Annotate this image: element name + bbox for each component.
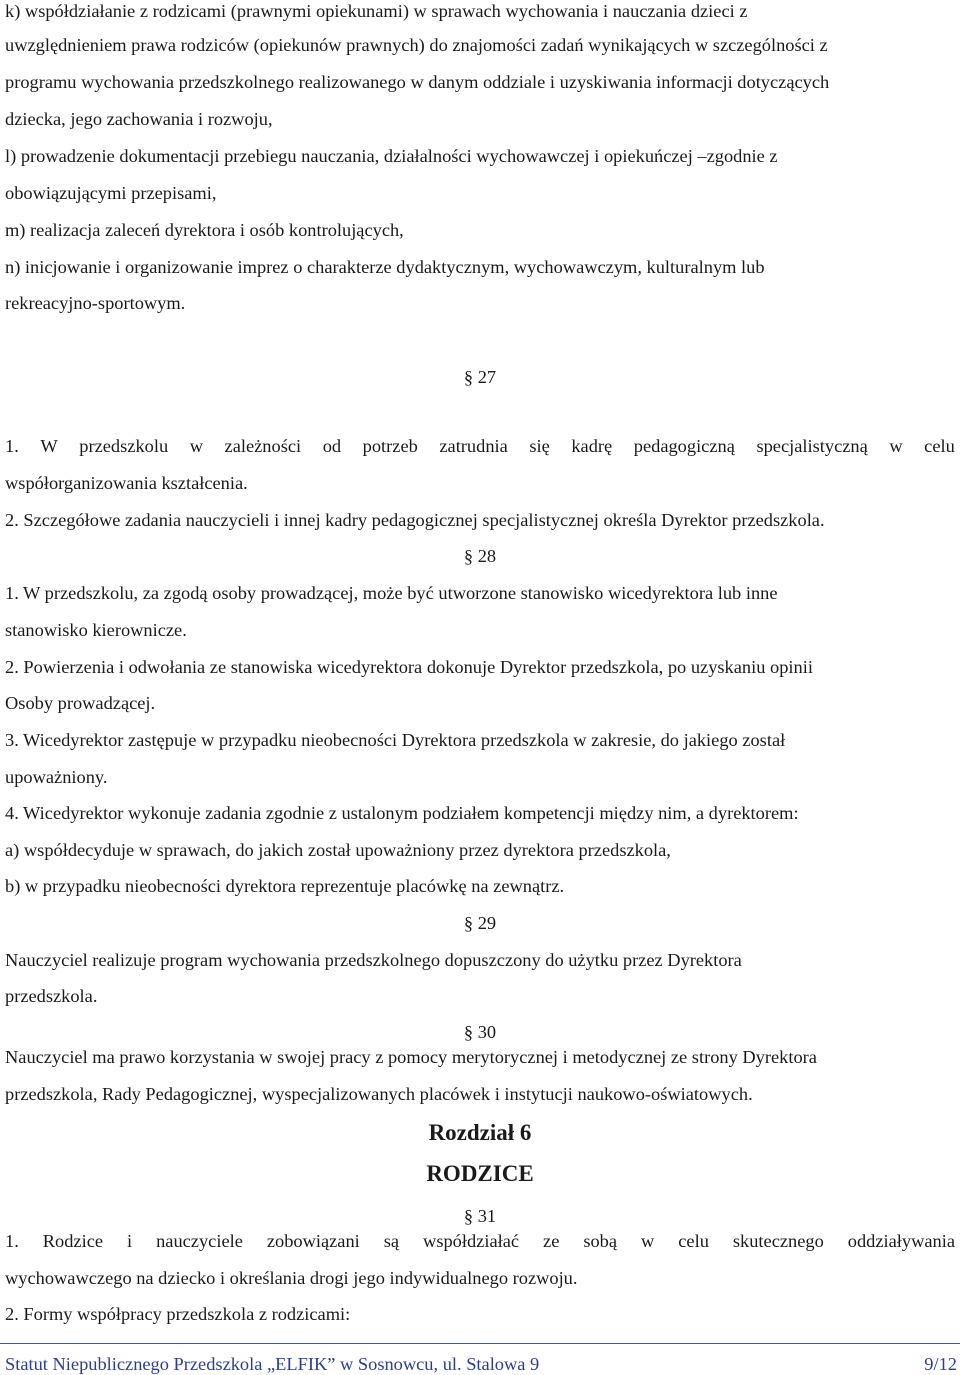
- paragraph-29-continued: przedszkola.: [5, 986, 98, 1006]
- paragraph-28-4-a: a) współdecyduje w sprawach, do jakich został upoważniony przez dyrektora przedszkola,: [5, 840, 671, 860]
- section-heading-29: § 29: [463, 913, 497, 933]
- chapter-heading: Rozdział 6: [428, 1120, 532, 1145]
- section-heading-27: § 27: [463, 367, 497, 387]
- list-item-n: n) inicjowanie i organizowanie imprez o charakterze dydaktycznym, wychowawczym, kulturalnym lub: [5, 257, 765, 277]
- list-item-k-continued: programu wychowania przedszkolnego realizowanego w danym oddziale i uzyskiwania informacji dotyczących: [5, 72, 830, 92]
- paragraph-27-1: 1. W przedszkolu w zależności od potrzeb zatrudnia się kadrę pedagogiczną specjalistyczną w celu: [5, 436, 955, 456]
- paragraph-28-4: 4. Wicedyrektor wykonuje zadania zgodnie z ustalonym podziałem kompetencji między nim, a dyrektorem:: [5, 803, 799, 823]
- paragraph-31-1: 1. Rodzice i nauczyciele zobowiązani są współdziałać ze sobą w celu skutecznego oddziaływania: [5, 1231, 955, 1251]
- chapter-title: RODZICE: [426, 1161, 534, 1186]
- list-item-l-continued: obowiązującymi przepisami,: [5, 183, 217, 203]
- page-number: 9/12: [924, 1354, 957, 1374]
- list-item-k-continued: uwzględnieniem prawa rodziców (opiekunów prawnych) do znajomości zadań wynikających w szczególności z: [5, 35, 828, 55]
- paragraph-28-2: 2. Powierzenia i odwołania ze stanowiska wicedyrektora dokonuje Dyrektor przedszkola, po uzyskaniu opinii: [5, 657, 813, 677]
- section-heading-28: § 28: [463, 546, 497, 566]
- paragraph-31-2: 2. Formy współpracy przedszkola z rodzicami:: [5, 1304, 351, 1324]
- section-heading-30: § 30: [463, 1022, 497, 1042]
- list-item-n-continued: rekreacyjno-sportowym.: [5, 293, 186, 313]
- paragraph-28-1-continued: stanowisko kierownicze.: [5, 620, 187, 640]
- list-item-l: l) prowadzenie dokumentacji przebiegu nauczania, działalności wychowawczej i opiekuńczej –zgodnie z: [5, 146, 778, 166]
- paragraph-30-continued: przedszkola, Rady Pedagogicznej, wyspecjalizowanych placówek i instytucji naukowo-oświatowych.: [5, 1084, 753, 1104]
- paragraph-29: Nauczyciel realizuje program wychowania przedszkolnego dopuszczony do użytku przez Dyrektora: [5, 950, 742, 970]
- paragraph-27-2: 2. Szczegółowe zadania nauczycieli i innej kadry pedagogicznej specjalistycznej określa Dyrektor przedszkola.: [5, 510, 825, 530]
- paragraph-28-4-b: b) w przypadku nieobecności dyrektora reprezentuje placówkę na zewnątrz.: [5, 876, 565, 896]
- list-item-k: k) współdziałanie z rodzicami (prawnymi opiekunami) w sprawach wychowania i nauczania dzieci z: [5, 1, 748, 21]
- list-item-k-continued: dziecka, jego zachowania i rozwoju,: [5, 109, 273, 129]
- list-item-m: m) realizacja zaleceń dyrektora i osób kontrolujących,: [5, 220, 404, 240]
- footer-title: Statut Niepublicznego Przedszkola „ELFIK” w Sosnowcu, ul. Stalowa 9: [5, 1354, 540, 1374]
- paragraph-31-1-continued: wychowawczego na dziecko i określania drogi jego indywidualnego rozwoju.: [5, 1268, 578, 1288]
- paragraph-28-2-continued: Osoby prowadzącej.: [5, 693, 156, 713]
- paragraph-27-1-continued: współorganizowania kształcenia.: [5, 473, 248, 493]
- paragraph-28-3-continued: upoważniony.: [5, 767, 108, 787]
- paragraph-30: Nauczyciel ma prawo korzystania w swojej pracy z pomocy merytorycznej i metodycznej ze strony Dyrektora: [5, 1047, 817, 1067]
- section-heading-31: § 31: [463, 1206, 497, 1226]
- paragraph-28-3: 3. Wicedyrektor zastępuje w przypadku nieobecności Dyrektora przedszkola w zakresie, do jakiego został: [5, 730, 786, 750]
- paragraph-28-1: 1. W przedszkolu, za zgodą osoby prowadzącej, może być utworzone stanowisko wicedyrektora lub inne: [5, 583, 778, 603]
- footer-rule: [0, 1343, 960, 1344]
